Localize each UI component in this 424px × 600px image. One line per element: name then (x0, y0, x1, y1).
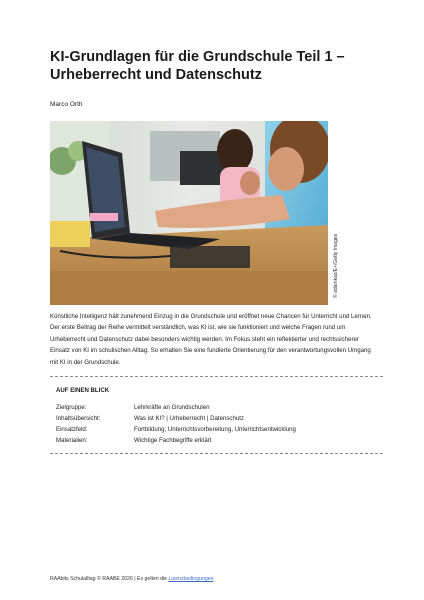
overview-box (50, 376, 383, 454)
title-line-2: Urheberrecht und Datenschutz (50, 67, 262, 83)
author-name: Marco Orth (50, 101, 83, 108)
intro-paragraph: Künstliche Intelligenz hält zunehmend Einzug in die Grundschule und eröffnet neue Chancen für Unterricht und Lernen. Der erste Beitrag der Reihe vermittelt verständlich, was KI ist, wie sie funktioniert und welche Fragen rund um Urheberrecht und Datenschutz dabei besonders wichtig werden. Im Fokus steht ein reflektierter und rechtssicherer Einsatz von KI im schulischen Alltag. So erhalten Sie eine fundierte Orientierung für den verantwortungsvollen Umgang mit KI in der Grundschule. (50, 313, 372, 366)
overview-value: Was ist KI? | Urheberrecht | Datenschutz (134, 415, 244, 422)
license-link[interactable]: Lizenzbedingungen (168, 576, 214, 582)
overview-label: Inhaltsübersicht: (56, 415, 101, 422)
overview-label: Einsatzfeld: (56, 426, 88, 433)
cover-photo (50, 121, 328, 305)
page-footer (50, 576, 214, 582)
overview-label: Zielgruppe: (56, 404, 87, 411)
overview-value: Lehrkräfte an Grundschulen (134, 404, 210, 411)
photo-credit: © adamkaz/E+/Getty Images (333, 233, 339, 298)
overview-title: AUF EINEN BLICK (56, 387, 110, 394)
overview-label: Materialien: (56, 437, 88, 444)
document-title (50, 48, 380, 84)
footer-text: RAAbits Schulalltag © RAABE 2026 | Es gelten die (50, 576, 169, 582)
overview-value: Wichtige Fachbegriffe erklärt (134, 437, 212, 444)
title-line-1: KI-Grundlagen für die Grundschule Teil 1 – (50, 49, 345, 65)
overview-value: Fortbildung, Unterrichtsvorbereitung, Unterrichtsentwicklung (134, 426, 296, 433)
